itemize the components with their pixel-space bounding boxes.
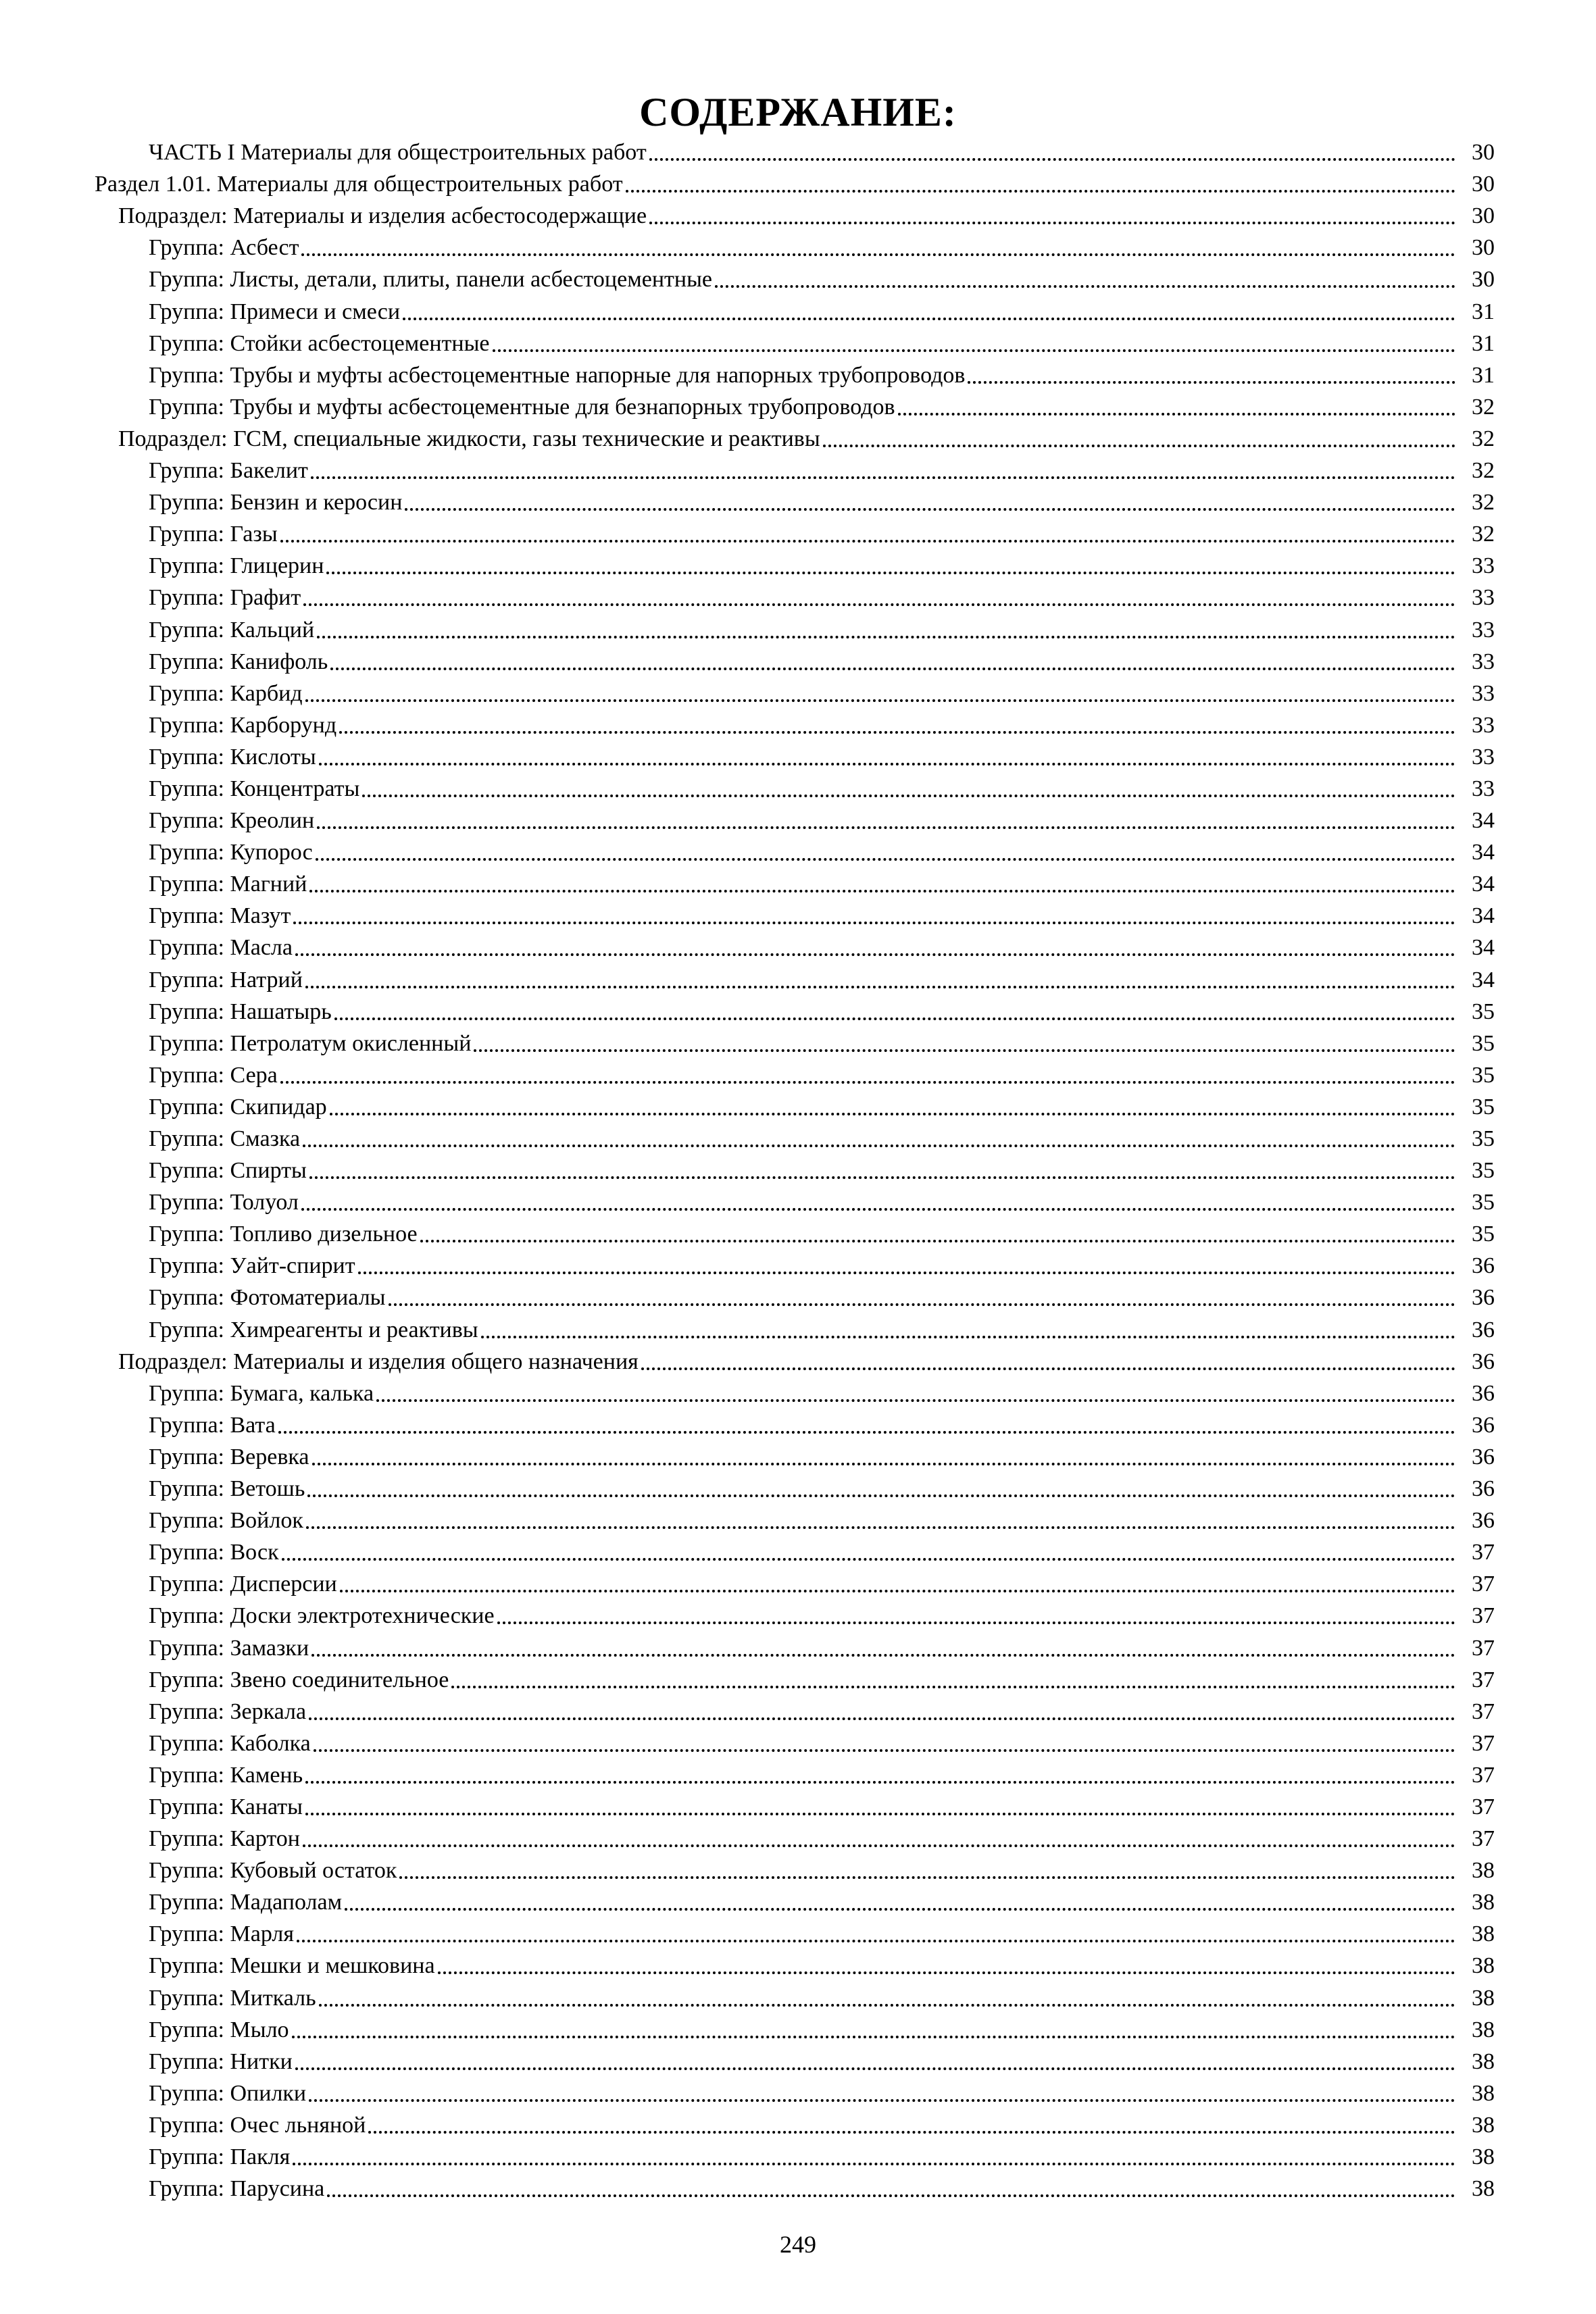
- dot-leader: [438, 1971, 1455, 1974]
- toc-entry-label: Группа: Канифоль: [149, 649, 328, 674]
- toc-entry-page: 31: [1472, 362, 1495, 388]
- toc-entry: [0, 1885, 1596, 1917]
- toc-entry-page: 30: [1472, 267, 1495, 293]
- toc-entry-page: 36: [1472, 1412, 1495, 1438]
- toc-entry-label: Группа: Войлок: [149, 1508, 303, 1534]
- toc-entry-page: 38: [1472, 2080, 1495, 2106]
- toc-entry-page: 37: [1472, 1571, 1495, 1597]
- dot-leader: [339, 731, 1455, 734]
- toc-entry-page: 33: [1472, 680, 1495, 706]
- toc-entry-page: 32: [1472, 394, 1495, 420]
- toc-entry: [0, 580, 1596, 612]
- toc-entry-label: Подраздел: ГСМ, специальные жидкости, газы технические и реактивы: [118, 426, 820, 451]
- toc-entry: [0, 1821, 1596, 1853]
- toc-entry: [0, 135, 1596, 167]
- dot-leader: [403, 318, 1455, 320]
- page-title: СОДЕРЖАНИЕ:: [639, 90, 957, 134]
- dot-leader: [649, 222, 1455, 224]
- toc-entry: [0, 962, 1596, 994]
- toc-entry-page: 38: [1472, 1858, 1495, 1884]
- toc-entry: [0, 645, 1596, 676]
- toc-entry-label: Группа: Мешки и мешковина: [149, 1953, 435, 1979]
- toc-entry-page: 37: [1472, 1540, 1495, 1565]
- toc-entry: [0, 1472, 1596, 1503]
- toc-entry-label: Группа: Примеси и смеси: [149, 299, 401, 324]
- dot-leader: [474, 1049, 1455, 1052]
- toc-entry: [0, 612, 1596, 644]
- toc-entry: [0, 772, 1596, 803]
- dot-leader: [297, 1940, 1455, 1942]
- toc-entry-label: Группа: Химреагенты и реактивы: [149, 1317, 478, 1342]
- toc-entry: [0, 1980, 1596, 2012]
- toc-entry-page: 31: [1472, 330, 1495, 356]
- toc-entry-label: Группа: Парусина: [149, 2176, 325, 2202]
- toc-entry-page: 36: [1472, 1508, 1495, 1534]
- toc-entry: [0, 2140, 1596, 2171]
- toc-entry: [0, 1280, 1596, 1312]
- toc-entry: [0, 995, 1596, 1026]
- toc-entry-label: Группа: Звено соединительное: [149, 1667, 449, 1692]
- dot-leader: [306, 1526, 1455, 1529]
- toc-entry: [0, 294, 1596, 326]
- toc-entry-page: 34: [1472, 808, 1495, 834]
- toc-entry-page: 37: [1472, 1635, 1495, 1661]
- toc-entry-label: Группа: Кислоты: [149, 744, 316, 770]
- toc-entry-page: 30: [1472, 235, 1495, 261]
- toc-entry-label: Группа: Магний: [149, 872, 307, 897]
- toc-entry-page: 32: [1472, 426, 1495, 451]
- toc-entry-label: Группа: Мазут: [149, 903, 291, 929]
- toc-entry: [0, 1058, 1596, 1090]
- toc-entry-label: Группа: Графит: [149, 585, 301, 611]
- toc-entry: [0, 262, 1596, 294]
- dot-leader: [399, 1876, 1455, 1879]
- toc-entry: [0, 326, 1596, 358]
- toc-entry-label: Группа: Каболка: [149, 1730, 311, 1756]
- dot-leader: [405, 508, 1455, 511]
- toc-entry: [0, 1217, 1596, 1249]
- toc-entry: [0, 1630, 1596, 1662]
- toc-entry-page: 35: [1472, 1158, 1495, 1184]
- toc-entry: [0, 1185, 1596, 1217]
- dot-leader: [649, 158, 1455, 161]
- dot-leader: [340, 1590, 1455, 1592]
- toc-entry-label: Группа: Карбид: [149, 680, 303, 706]
- toc-entry-label: Группа: Ветошь: [149, 1476, 305, 1502]
- toc-entry: [0, 899, 1596, 930]
- toc-entry: [0, 485, 1596, 517]
- toc-entry-page: 30: [1472, 172, 1495, 197]
- toc-entry-page: 38: [1472, 2176, 1495, 2202]
- toc-entry-label: Группа: Пакля: [149, 2144, 291, 2169]
- toc-entry-label: Группа: Воск: [149, 1540, 279, 1565]
- dot-leader: [319, 763, 1455, 765]
- toc-entry-page: 34: [1472, 840, 1495, 865]
- toc-entry-page: 37: [1472, 1667, 1495, 1692]
- toc-entry: [0, 422, 1596, 453]
- toc-entry-label: Группа: Вата: [149, 1412, 276, 1438]
- toc-entry-label: Группа: Бумага, калька: [149, 1380, 374, 1406]
- toc-entry-page: 37: [1472, 1794, 1495, 1819]
- toc-entry: [0, 740, 1596, 772]
- toc-entry-label: Группа: Веревка: [149, 1444, 309, 1469]
- toc-entry-label: Группа: Топливо дизельное: [149, 1222, 418, 1247]
- toc-entry-page: 30: [1472, 203, 1495, 229]
- dot-leader: [305, 986, 1455, 988]
- toc-entry-label: Группа: Нитки: [149, 2048, 293, 2074]
- toc-entry: [0, 1312, 1596, 1344]
- dot-leader: [295, 2067, 1455, 2070]
- toc-entry-page: 35: [1472, 1030, 1495, 1056]
- toc-entry-page: 33: [1472, 712, 1495, 738]
- toc-entry-label: Группа: Марля: [149, 1921, 294, 1947]
- dot-leader: [362, 795, 1455, 797]
- toc-entry-label: Группа: Трубы и муфты асбестоцементные напорные для напорных трубопроводов: [149, 362, 966, 388]
- dot-leader: [314, 1749, 1455, 1752]
- toc-entry-page: 37: [1472, 1730, 1495, 1756]
- toc-entry: [0, 835, 1596, 867]
- toc-entry: [0, 358, 1596, 390]
- dot-leader: [497, 1621, 1455, 1624]
- toc-entry-page: 35: [1472, 1222, 1495, 1247]
- toc-entry: [0, 708, 1596, 740]
- dot-leader: [280, 540, 1455, 543]
- toc-entry-label: Группа: Опилки: [149, 2080, 307, 2106]
- dot-leader: [376, 1399, 1455, 1402]
- toc-entry-label: Группа: Петролатум окисленный: [149, 1030, 472, 1056]
- dot-leader: [317, 826, 1455, 829]
- toc-entry: [0, 167, 1596, 199]
- toc-entry: [0, 803, 1596, 835]
- toc-entry-page: 35: [1472, 999, 1495, 1024]
- dot-leader: [968, 381, 1455, 384]
- dot-leader: [312, 1463, 1455, 1465]
- toc-entry: [0, 1758, 1596, 1790]
- dot-leader: [309, 1176, 1455, 1179]
- dot-leader: [330, 1113, 1455, 1115]
- toc-entry-page: 31: [1472, 299, 1495, 324]
- toc-entry-page: 34: [1472, 935, 1495, 961]
- toc-entry: [0, 2171, 1596, 2203]
- toc-entry-label: Группа: Бакелит: [149, 458, 308, 484]
- toc-entry: [0, 1408, 1596, 1440]
- toc-entry: [0, 2076, 1596, 2108]
- toc-entry-page: 32: [1472, 458, 1495, 484]
- toc-entry-page: 37: [1472, 1826, 1495, 1852]
- dot-leader: [389, 1303, 1455, 1306]
- toc-entry: [0, 930, 1596, 962]
- dot-leader: [311, 1654, 1455, 1657]
- dot-leader: [293, 2163, 1455, 2165]
- toc-entry-label: ЧАСТЬ I Материалы для общестроительных работ: [149, 140, 647, 166]
- toc-entry-label: Группа: Концентраты: [149, 776, 360, 801]
- dot-leader: [292, 2036, 1455, 2038]
- toc-entry-page: 36: [1472, 1285, 1495, 1311]
- dot-leader: [282, 1558, 1455, 1561]
- dot-leader: [715, 285, 1455, 288]
- toc-entry-label: Группа: Натрий: [149, 967, 303, 992]
- toc-entry-page: 33: [1472, 617, 1495, 643]
- toc-entry: [0, 1663, 1596, 1694]
- toc-entry: [0, 1122, 1596, 1153]
- dot-leader: [309, 890, 1455, 892]
- dot-leader: [823, 445, 1455, 447]
- toc-entry: [0, 1153, 1596, 1185]
- toc-entry-page: 36: [1472, 1380, 1495, 1406]
- toc-entry: [0, 199, 1596, 230]
- toc-entry-label: Группа: Замазки: [149, 1635, 309, 1661]
- toc-entry: [0, 1917, 1596, 1948]
- toc-entry: [0, 1535, 1596, 1567]
- toc-entry: [0, 867, 1596, 899]
- toc-entry-page: 32: [1472, 522, 1495, 547]
- toc-entry-page: 36: [1472, 1253, 1495, 1279]
- toc-entry-label: Группа: Нашатырь: [149, 999, 332, 1024]
- dot-leader: [358, 1272, 1455, 1274]
- toc-entry-label: Раздел 1.01. Материалы для общестроительных работ: [95, 172, 623, 197]
- table-of-contents: [0, 135, 1596, 2203]
- toc-entry: [0, 517, 1596, 549]
- toc-entry-label: Группа: Мыло: [149, 2017, 289, 2042]
- toc-entry: [0, 1726, 1596, 1758]
- toc-entry: [0, 1344, 1596, 1376]
- toc-entry: [0, 1503, 1596, 1535]
- toc-entry-page: 35: [1472, 1126, 1495, 1151]
- toc-entry: [0, 1090, 1596, 1122]
- toc-entry: [0, 390, 1596, 422]
- dot-leader: [311, 476, 1455, 479]
- toc-entry-label: Группа: Карборунд: [149, 712, 337, 738]
- dot-leader: [278, 1431, 1455, 1434]
- dot-leader: [305, 1813, 1455, 1815]
- toc-entry-label: Группа: Купорос: [149, 840, 313, 865]
- toc-entry-page: 36: [1472, 1317, 1495, 1342]
- toc-entry-page: 35: [1472, 1062, 1495, 1088]
- dot-leader: [305, 699, 1455, 702]
- toc-entry-label: Группа: Зеркала: [149, 1699, 307, 1724]
- toc-entry: [0, 230, 1596, 262]
- toc-entry-label: Группа: Доски электротехнические: [149, 1603, 495, 1629]
- toc-entry-page: 38: [1472, 2048, 1495, 2074]
- dot-leader: [280, 1081, 1455, 1084]
- dot-leader: [301, 1208, 1455, 1211]
- toc-entry-label: Группа: Бензин и керосин: [149, 490, 403, 515]
- toc-entry-label: Группа: Скипидар: [149, 1094, 327, 1120]
- toc-entry: [0, 1694, 1596, 1726]
- dot-leader: [303, 1844, 1455, 1847]
- toc-entry-label: Группа: Уайт-спирит: [149, 1253, 355, 1279]
- toc-entry-label: Группа: Спирты: [149, 1158, 307, 1184]
- toc-entry: [0, 1026, 1596, 1058]
- toc-entry-page: 35: [1472, 1190, 1495, 1215]
- dot-leader: [898, 413, 1455, 416]
- toc-entry: [0, 1567, 1596, 1599]
- dot-leader: [293, 922, 1455, 924]
- toc-entry-page: 38: [1472, 2017, 1495, 2042]
- toc-entry-label: Группа: Камень: [149, 1762, 303, 1788]
- dot-leader: [317, 636, 1455, 638]
- toc-entry-label: Группа: Очес льняной: [149, 2112, 366, 2138]
- toc-entry-page: 36: [1472, 1476, 1495, 1502]
- toc-entry-label: Группа: Мадаполам: [149, 1890, 343, 1915]
- toc-entry: [0, 2013, 1596, 2044]
- toc-entry-page: 38: [1472, 2144, 1495, 2169]
- toc-entry-label: Подраздел: Материалы и изделия асбестосодержащие: [118, 203, 647, 229]
- toc-entry-label: Подраздел: Материалы и изделия общего назначения: [118, 1349, 639, 1374]
- dot-leader: [327, 2194, 1455, 2197]
- toc-entry: [0, 1790, 1596, 1821]
- toc-entry-page: 38: [1472, 1921, 1495, 1947]
- toc-entry-page: 34: [1472, 872, 1495, 897]
- toc-entry-page: 37: [1472, 1699, 1495, 1724]
- toc-entry-label: Группа: Толуол: [149, 1190, 299, 1215]
- page-number: 249: [780, 2231, 816, 2258]
- toc-entry-label: Группа: Глицерин: [149, 553, 324, 579]
- toc-entry-label: Группа: Стойки асбестоцементные: [149, 330, 490, 356]
- dot-leader: [451, 1686, 1455, 1688]
- toc-entry-page: 35: [1472, 1094, 1495, 1120]
- dot-leader: [345, 1908, 1455, 1911]
- toc-entry: [0, 1948, 1596, 1980]
- toc-entry-label: Группа: Трубы и муфты асбестоцементные для безнапорных трубопроводов: [149, 394, 895, 420]
- dot-leader: [301, 253, 1455, 256]
- toc-entry-page: 37: [1472, 1603, 1495, 1629]
- toc-entry-label: Группа: Смазка: [149, 1126, 301, 1151]
- toc-entry-page: 34: [1472, 903, 1495, 929]
- dot-leader: [368, 2131, 1455, 2134]
- toc-entry: [0, 1853, 1596, 1885]
- toc-entry-page: 38: [1472, 1985, 1495, 2011]
- dot-leader: [309, 1717, 1455, 1720]
- dot-leader: [295, 953, 1455, 956]
- toc-entry-label: Группа: Масла: [149, 935, 293, 961]
- dot-leader: [309, 2099, 1455, 2102]
- toc-entry: [0, 1440, 1596, 1472]
- toc-entry-label: Группа: Кубовый остаток: [149, 1858, 397, 1884]
- toc-entry-page: 36: [1472, 1444, 1495, 1469]
- toc-entry-label: Группа: Дисперсии: [149, 1571, 337, 1597]
- toc-entry-page: 33: [1472, 649, 1495, 674]
- toc-entry-label: Группа: Канаты: [149, 1794, 303, 1819]
- toc-entry-label: Группа: Сера: [149, 1062, 278, 1088]
- toc-entry-label: Группа: Картон: [149, 1826, 300, 1852]
- toc-entry-page: 36: [1472, 1349, 1495, 1374]
- toc-entry-page: 38: [1472, 1953, 1495, 1979]
- toc-entry-page: 30: [1472, 140, 1495, 166]
- toc-entry-page: 34: [1472, 967, 1495, 992]
- toc-entry-label: Группа: Миткаль: [149, 1985, 316, 2011]
- dot-leader: [481, 1336, 1455, 1338]
- dot-leader: [641, 1367, 1455, 1370]
- toc-entry-page: 33: [1472, 553, 1495, 579]
- dot-leader: [330, 668, 1455, 670]
- toc-entry-label: Группа: Листы, детали, плиты, панели асбестоцементные: [149, 267, 713, 293]
- toc-entry-page: 32: [1472, 490, 1495, 515]
- toc-entry-label: Группа: Фотоматериалы: [149, 1285, 386, 1311]
- toc-entry-page: 38: [1472, 2112, 1495, 2138]
- toc-entry-label: Группа: Кальций: [149, 617, 315, 643]
- toc-entry-page: 33: [1472, 585, 1495, 611]
- dot-leader: [303, 603, 1455, 606]
- dot-leader: [316, 858, 1455, 861]
- toc-entry-label: Группа: Асбест: [149, 235, 299, 261]
- dot-leader: [626, 190, 1455, 193]
- dot-leader: [326, 572, 1455, 574]
- toc-entry: [0, 2044, 1596, 2076]
- toc-entry-page: 33: [1472, 776, 1495, 801]
- toc-entry-page: 37: [1472, 1762, 1495, 1788]
- toc-entry: [0, 453, 1596, 485]
- dot-leader: [303, 1145, 1455, 1147]
- toc-entry: [0, 2108, 1596, 2140]
- dot-leader: [420, 1240, 1455, 1242]
- toc-entry: [0, 549, 1596, 580]
- toc-entry-label: Группа: Газы: [149, 522, 278, 547]
- dot-leader: [493, 349, 1455, 352]
- dot-leader: [307, 1494, 1455, 1497]
- dot-leader: [334, 1017, 1455, 1020]
- dot-leader: [319, 2004, 1455, 2007]
- toc-entry: [0, 1599, 1596, 1630]
- dot-leader: [305, 1781, 1455, 1784]
- toc-entry: [0, 1376, 1596, 1408]
- toc-entry-page: 38: [1472, 1890, 1495, 1915]
- toc-entry: [0, 676, 1596, 708]
- toc-entry: [0, 1249, 1596, 1280]
- toc-entry-page: 33: [1472, 744, 1495, 770]
- toc-entry-label: Группа: Креолин: [149, 808, 315, 834]
